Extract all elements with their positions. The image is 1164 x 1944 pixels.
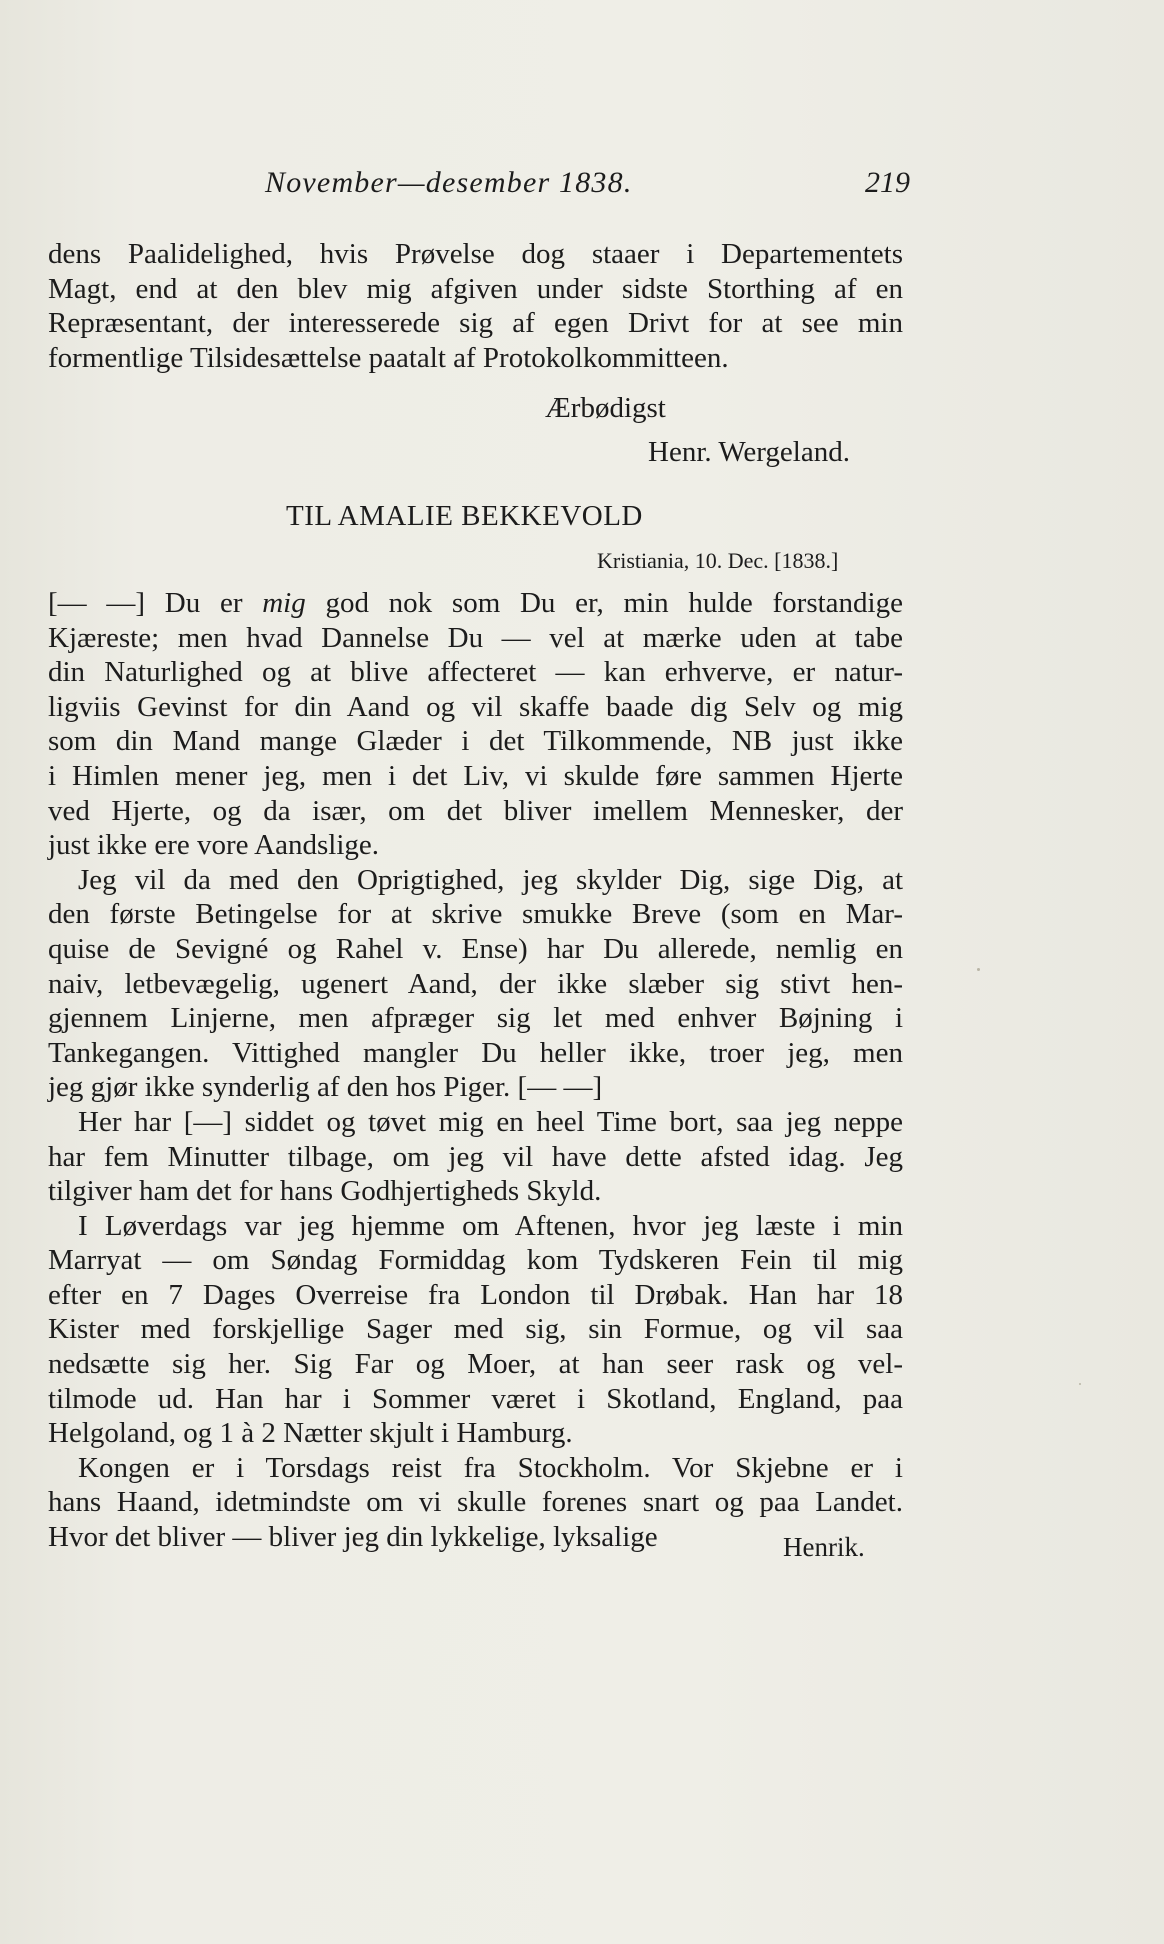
letter-dateline: Kristiania, 10. Dec. [1838.] bbox=[597, 548, 839, 573]
text-line: Jeg vil da med den Oprigtighed, jeg skylder Dig, sige Dig, at bbox=[78, 863, 903, 896]
text-line: quise de Sevigné og Rahel v. Ense) har Du allerede, nemlig en bbox=[48, 932, 903, 965]
text-line: jeg gjør ikke synderlig af den hos Piger. [— —] bbox=[48, 1071, 603, 1104]
text-line: just ikke ere vore Aandslige. bbox=[48, 829, 379, 862]
text-line: Kister med forskjellige Sager med sig, sin Formue, og vil saa bbox=[48, 1313, 903, 1346]
page-number: 219 bbox=[865, 166, 910, 199]
running-title: November—desember 1838. bbox=[265, 166, 633, 199]
text-line: ligviis Gevinst for din Aand og vil skaffe baade dig Selv og mig bbox=[48, 690, 903, 723]
text-line: [— —] Du er mig god nok som Du er, min hulde forstandige bbox=[48, 587, 903, 619]
text-line: tilmode ud. Han har i Sommer været i Skotland, England, paa bbox=[48, 1382, 903, 1415]
page-header bbox=[265, 166, 910, 210]
intro-paragraph bbox=[48, 237, 903, 375]
text-line: hans Haand, idetmindste om vi skulle forenes snart og paa Landet. bbox=[48, 1486, 903, 1519]
text-line: formentlige Tilsidesættelse paatalt af Protokolkommitteen. bbox=[48, 341, 729, 374]
text-line: nedsætte sig her. Sig Far og Moer, at han seer rask og vel- bbox=[48, 1348, 903, 1381]
text-line: den første Betingelse for at skrive smukke Breve (som en Mar- bbox=[48, 898, 903, 931]
text-line: din Naturlighed og at blive affecteret — kan erhverve, er natur- bbox=[48, 656, 903, 689]
text-line: Kongen er i Torsdags reist fra Stockholm. Vor Skjebne er i bbox=[78, 1451, 903, 1484]
text-line: har fem Minutter tilbage, om jeg vil have dette afsted idag. Jeg bbox=[48, 1140, 903, 1173]
text-line: Her har [—] siddet og tøvet mig en heel Time bort, saa jeg neppe bbox=[78, 1105, 903, 1138]
paper-speck bbox=[977, 968, 980, 971]
text-line: I Løverdags var jeg hjemme om Aftenen, hvor jeg læste i min bbox=[78, 1209, 903, 1242]
text-line: efter en 7 Dages Overreise fra London til Drøbak. Han har 18 bbox=[48, 1278, 903, 1311]
text-line: Helgoland, og 1 à 2 Nætter skjult i Hamburg. bbox=[48, 1417, 573, 1450]
closing-signature: Henr. Wergeland. bbox=[648, 436, 850, 468]
letter-signature: Henrik. bbox=[783, 1532, 865, 1562]
text-line: Hvor det bliver — bliver jeg din lykkelige, lyksalige bbox=[48, 1521, 658, 1554]
text-line: tilgiver ham det for hans Godhjertigheds Skyld. bbox=[48, 1175, 602, 1208]
paper-speck bbox=[1079, 1383, 1081, 1385]
text-line: Tankegangen. Vittighed mangler Du heller ikke, troer jeg, men bbox=[48, 1036, 903, 1069]
text-line: ved Hjerte, og da især, om det bliver imellem Mennesker, der bbox=[48, 794, 903, 827]
text-line: naiv, letbevægelig, ugenert Aand, der ikke slæber sig stivt hen- bbox=[48, 967, 903, 1000]
letter-heading: TIL AMALIE BEKKEVOLD bbox=[286, 500, 643, 532]
text-line: som din Mand mange Glæder i det Tilkommende, NB just ikke bbox=[48, 725, 903, 758]
text-line: Magt, end at den blev mig afgiven under sidste Storthing af en bbox=[48, 272, 903, 305]
text-line: Marryat — om Søndag Formiddag kom Tydskeren Fein til mig bbox=[48, 1244, 903, 1277]
emphasis: mig bbox=[262, 587, 306, 619]
text-line: i Himlen mener jeg, men i det Liv, vi skulde føre sammen Hjerte bbox=[48, 759, 903, 792]
text-line: gjennem Linjerne, men afpræger sig let med enhver Bøjning i bbox=[48, 1002, 903, 1035]
closing-salutation: Ærbødigst bbox=[545, 392, 666, 424]
letter-body bbox=[48, 586, 903, 1555]
text-line: dens Paalidelighed, hvis Prøvelse dog staaer i Departementets bbox=[48, 238, 903, 270]
text-line: Repræsentant, der interesserede sig af egen Drivt for at see min bbox=[48, 307, 903, 340]
text-line: Kjæreste; men hvad Dannelse Du — vel at mærke uden at tabe bbox=[48, 621, 903, 654]
